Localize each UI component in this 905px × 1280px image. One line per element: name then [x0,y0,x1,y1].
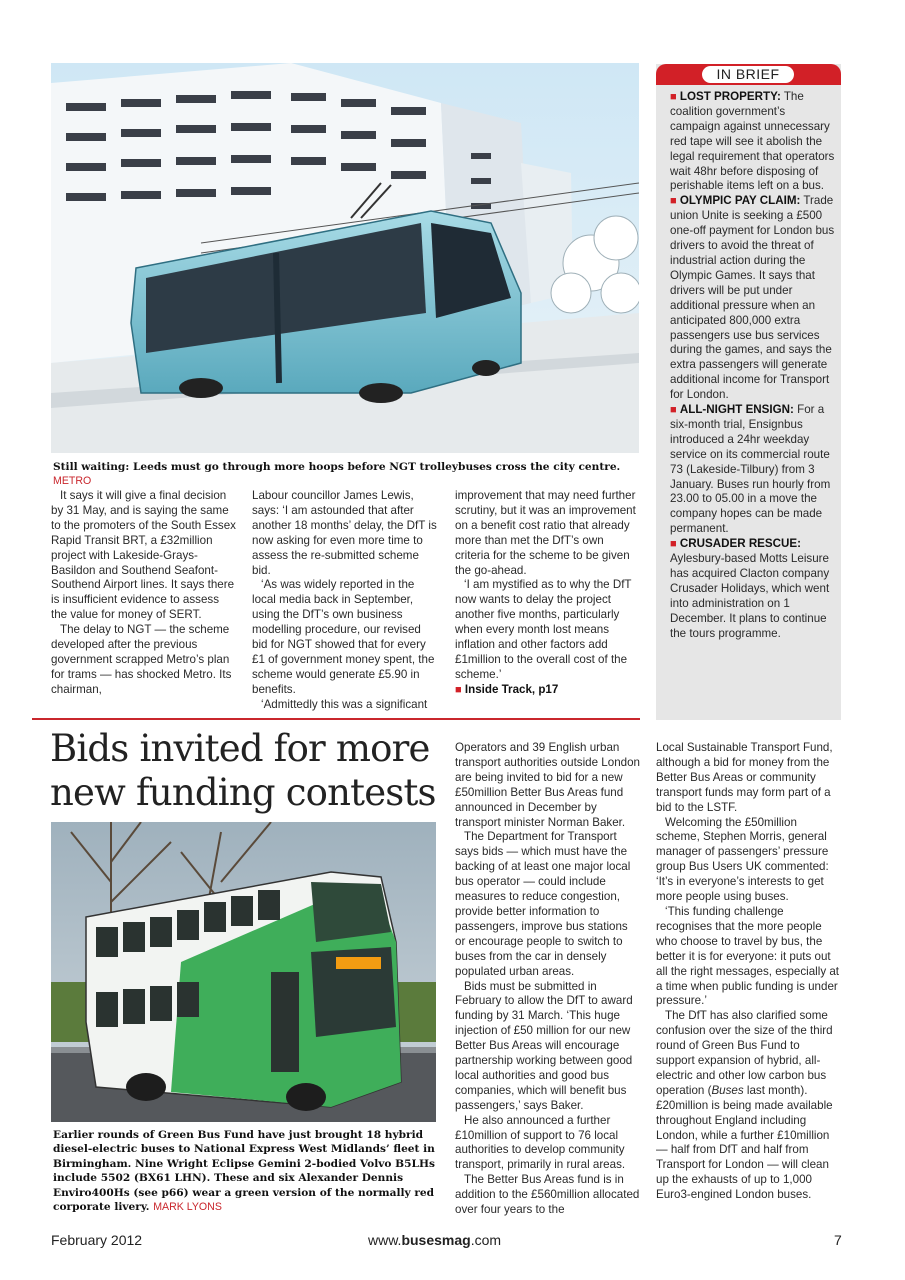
red-square-icon: ■ [670,91,677,103]
in-brief-header [656,64,841,85]
bus-caption-text: Earlier rounds of Green Bus Fund have just brought 18 hybrid diesel-electric buses to National Express West Midlands’ fleet in Birmingham. Nine Wright Eclipse Gemini 2-bodied Volvo B5LHs include 5502 (BX61 LHN). These and six Alexander Dennis Enviro400Hs (see p66) wear a green version of the normally red corporate livery. [53,1129,435,1214]
article1-column-3 [455,489,640,698]
red-square-icon: ■ [670,538,677,551]
trolleybus-photo [51,63,639,453]
url-domain: busesmag [401,1232,471,1248]
url-suffix: .com [470,1232,502,1248]
paragraph: Local Sustainable Transport Fund, although a bid for money from the Better Bus Areas or community transport funds may form part of a bid to the LSTF. [656,741,833,814]
url-prefix: www. [368,1232,402,1248]
section-divider [32,718,640,720]
article2-column-1 [455,741,640,1218]
paragraph: Operators and 39 English urban transport authorities outside London are being invited to bid for a new £50million Better Bus Areas fund announced in December by transport minister Norman Baker. [455,741,640,829]
top-caption-credit: METRO [53,475,92,487]
paragraph: improvement that may need further scrutiny, but it was an improvement on a benefit cost ratio that already more than met the DfT’s own criteria for the scheme to be given the go-ahead. [455,489,636,577]
page-number: 7 [834,1232,842,1248]
magazine-title: Buses [711,1083,744,1097]
footer-url[interactable] [368,1232,501,1248]
paragraph: The delay to NGT — the scheme developed after the previous government scrapped Metro’s plan for trams — has shocked Metro. Its chairman, [51,623,232,696]
footer-date: February 2012 [51,1232,143,1248]
brief-item [670,90,838,194]
paragraph [656,1009,841,1203]
paragraph: Bids must be submitted in February to allow the DfT to award funding by 31 March. ‘This huge injection of £50 million for our new Better Bus Areas will encourage partnership working between good local authorities and good bus companies, which will benefit bus passengers,’ says Baker. [455,979,633,1112]
brief-text: Aylesbury-based Motts Leisure has acquired Clacton company Crusader Holidays, which went into administration on 1 December. It plans to continue the tours programme. [670,552,830,640]
in-brief-body [670,90,838,642]
brief-item [670,403,838,537]
paragraph: ‘As was widely reported in the local media back in September, using the DfT’s own business modelling procedure, our revised bid for NGT showed that for every £1 of government money spent, the scheme would generate £5.90 in benefits. [252,578,435,696]
top-caption-text: Still waiting: Leeds must go through more hoops before NGT trolleybuses cross the city centre. [53,461,621,473]
hybrid-bus-photo [51,822,436,1122]
paragraph: ‘This funding challenge recognises that the more people who choose to travel by bus, the better it is for everyone: it puts out all the right messages, especially at a time when public funding is under pressure.’ [656,904,840,1008]
crossref [455,683,640,698]
red-square-icon: ■ [670,195,677,208]
article1-column-1 [51,489,236,698]
paragraph: ‘I am mystified as to why the DfT now wants to delay the project another five months, particularly when every month lost means inflation and other factors add £1million to the overall cost of the scheme.’ [455,578,632,681]
brief-text: For a six-month trial, Ensignbus introduced a 24hr weekday service on its commercial route 73 (Lakeside-Tilbury) from 3 January. Buses run hourly from 23.00 to 05.00 in a move the company hopes can be made permanent. [670,403,831,536]
brief-heading: CRUSADER RESCUE: [679,537,801,551]
bus-caption-credit: MARK LYONS [153,1201,222,1214]
paragraph-part: last month). £20million is being made available throughout England including London, while a further £10million — half from DfT and half from Transport for London — will clean up the exhausts of up to 1,000 Euro3-engined London buses. [656,1083,833,1202]
red-square-icon: ■ [455,683,462,696]
article1-column-2 [252,489,437,713]
brief-item [670,537,838,641]
paragraph: ‘Admittedly this was a significant [261,697,428,711]
brief-heading: LOST PROPERTY: [679,90,781,103]
brief-heading: ALL-NIGHT ENSIGN: [679,403,794,417]
inside-track-link[interactable]: Inside Track, p17 [464,682,559,696]
paragraph: The Department for Transport says bids — which must have the backing of at least one major local bus operator — could include measures to reduce congestion, provide better information to passengers, improve bus stations or encourage people to switch to buses from the car in densely populated urban areas. [455,830,631,978]
article2-headline: Bids invited for more new funding contests [50,727,436,814]
brief-item [670,194,838,403]
article2-column-2 [656,741,841,1203]
paragraph: The Better Bus Areas fund is in addition to the £560million allocated over four years to the [455,1173,640,1217]
red-square-icon: ■ [670,404,677,417]
in-brief-panel [656,64,841,720]
paragraph: Labour councillor James Lewis, says: ‘I am astounded that after another 18 months’ delay, the DfT is now asking for even more time to assess the re-submitted scheme bid. [252,489,437,577]
brief-text: The coalition government’s campaign against unnecessary red tape will see it abolish the legal requirement that operators wait 48hr before disposing of perishable items left on a bus. [670,90,835,193]
brief-heading: OLYMPIC PAY CLAIM: [679,194,801,208]
brief-text: Trade union Unite is seeking a £500 one-off payment for London bus drivers to avoid the threat of industrial action during the Olympic Games. It says that drivers will be put under additional pressure when an anticipated 800,000 extra passengers use bus services during the games, and says the extra passengers will generate additional income for Transport for London. [670,194,835,402]
paragraph: Welcoming the £50million scheme, Stephen Morris, general manager of passengers’ pressure group Bus Users UK commented: ‘It’s in everyone’s interests to get more people using buses. [656,815,829,904]
in-brief-title: IN BRIEF [702,66,794,83]
paragraph-part: The DfT has also clarified some confusion over the size of the third round of Green Bus Fund to support expansion of hybrid, all-electric and other low carbon bus operation ( [656,1009,833,1097]
top-photo-caption [53,460,643,488]
paragraph: He also announced a further £10million of support to 76 local authorities to develop community transport, primarily in rural areas. [455,1113,626,1172]
paragraph: It says it will give a final decision by 31 May, and is saying the same to the promoters of the South Essex Rapid Transit BRT, a £32million project with Lakeside-Grays-Basildon and Southend Seafont-Southend Airport lines. It says there is insufficient evidence to assess the value for money of SERT. [51,489,236,622]
bus-photo-caption [53,1128,443,1214]
